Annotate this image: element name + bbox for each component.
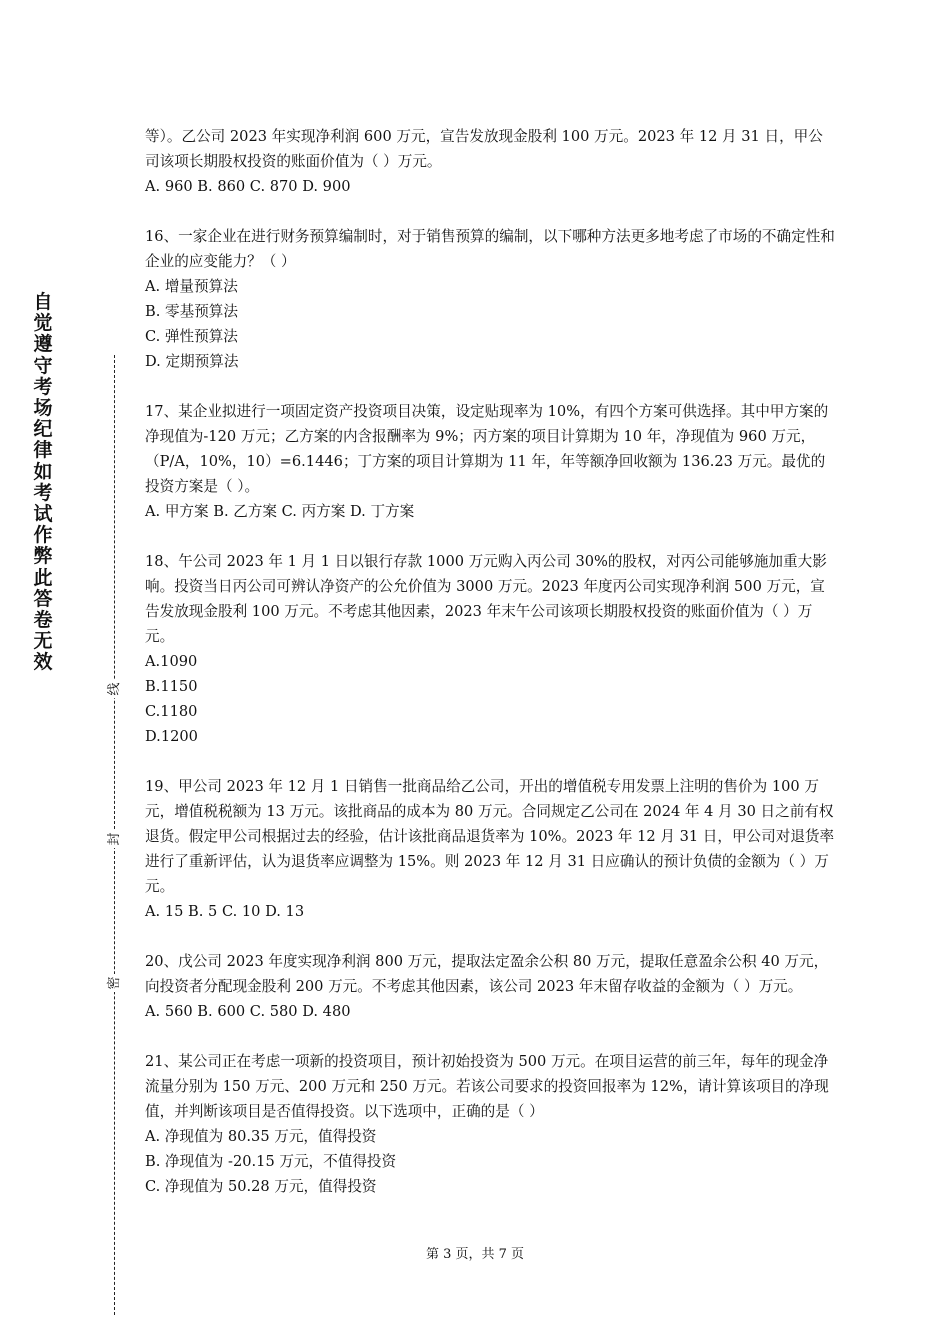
question-stem: 18、午公司 2023 年 1 月 1 日以银行存款 1000 万元购入丙公司 30%的股权，对丙公司能够施加重大影响。投资当日丙公司可辨认净资产的公允价值为 3000 万元。2023 年度丙公司实现净利润 500 万元，宣告发放现金股利 100 万元。不考虑其他因素，2023 年末午公司该项长期股权投资的账面价值为（ ）万元。: [145, 553, 827, 645]
question-19: [145, 774, 835, 924]
question-16: [145, 224, 835, 374]
option-c: C. 净现值为 50.28 万元，值得投资: [145, 1178, 377, 1195]
option-a: A. 增量预算法: [145, 278, 238, 295]
option-b: B. 净现值为 -20.15 万元，不值得投资: [145, 1153, 397, 1170]
question-stem: 16、一家企业在进行财务预算编制时，对于销售预算的编制，以下哪种方法更多地考虑了市场的不确定性和企业的应变能力？（ ）: [145, 228, 835, 270]
question-18: [145, 549, 835, 749]
question-15-continuation: [145, 124, 835, 199]
binding-mark-sealed: 密: [104, 974, 126, 992]
question-options: A. 560 B. 600 C. 580 D. 480: [145, 1003, 351, 1020]
question-21: [145, 1049, 835, 1199]
page-number: 第 3 页，共 7 页: [425, 1247, 525, 1262]
binding-mark-seal: 封: [104, 830, 126, 848]
option-b: B.1150: [145, 678, 198, 695]
question-stem: 等）。乙公司 2023 年实现净利润 600 万元，宣告发放现金股利 100 万元。2023 年 12 月 31 日，甲公司该项长期股权投资的账面价值为（ ）万元。: [145, 128, 823, 170]
question-stem: 17、某企业拟进行一项固定资产投资项目决策，设定贴现率为 10%，有四个方案可供选择。其中甲方案的净现值为-120 万元；乙方案的内含报酬率为 9%；丙方案的项目计算期为 10 年，净现值为 960 万元，（P/A，10%，10）=6.1446；丁方案的项目计算期为 11 年，年等额净回收额为 136.23 万元。最优的投资方案是（ ）。: [145, 403, 829, 495]
question-stem: 20、戊公司 2023 年度实现净利润 800 万元，提取法定盈余公积 80 万元，提取任意盈余公积 40 万元，向投资者分配现金股利 200 万元。不考虑其他因素，该公司 2023 年末留存收益的金额为（ ）万元。: [145, 953, 829, 995]
option-a: A.1090: [145, 653, 198, 670]
question-stem: 21、某公司正在考虑一项新的投资项目，预计初始投资为 500 万元。在项目运营的前三年，每年的现金净流量分别为 150 万元、200 万元和 250 万元。若该公司要求的投资回报率为 12%，请计算该项目的净现值，并判断该项目是否值得投资。以下选项中，正确的是（ ）: [145, 1053, 829, 1120]
question-options: A. 15 B. 5 C. 10 D. 13: [145, 903, 305, 920]
option-c: C.1180: [145, 703, 198, 720]
option-d: D.1200: [145, 728, 198, 745]
binding-mark-line: 线: [104, 680, 126, 698]
question-list: [145, 124, 835, 1199]
option-a: A. 净现值为 80.35 万元，值得投资: [145, 1128, 377, 1145]
option-b: B. 零基预算法: [145, 303, 238, 320]
question-17: [145, 399, 835, 524]
exam-discipline-notice: 自觉遵守考场纪律如考试作弊此答卷无效: [33, 291, 53, 674]
question-stem: 19、甲公司 2023 年 12 月 1 日销售一批商品给乙公司，开出的增值税专用发票上注明的售价为 100 万元，增值税税额为 13 万元。该批商品的成本为 80 万元。合同规定乙公司在 2024 年 4 月 30 日之前有权退货。假定甲公司根据过去的经验，估计该批商品退货率为 10%。2023 年 12 月 31 日，甲公司对退货率进行了重新评估，认为退货率应调整为 15%。则 2023 年 12 月 31 日应确认的预计负债的金额为（ ）万元。: [145, 778, 835, 895]
option-c: C. 弹性预算法: [145, 328, 238, 345]
option-d: D. 定期预算法: [145, 353, 239, 370]
question-options: A. 甲方案 B. 乙方案 C. 丙方案 D. 丁方案: [145, 503, 415, 520]
question-options: A. 960 B. 860 C. 870 D. 900: [145, 178, 351, 195]
question-20: [145, 949, 835, 1024]
